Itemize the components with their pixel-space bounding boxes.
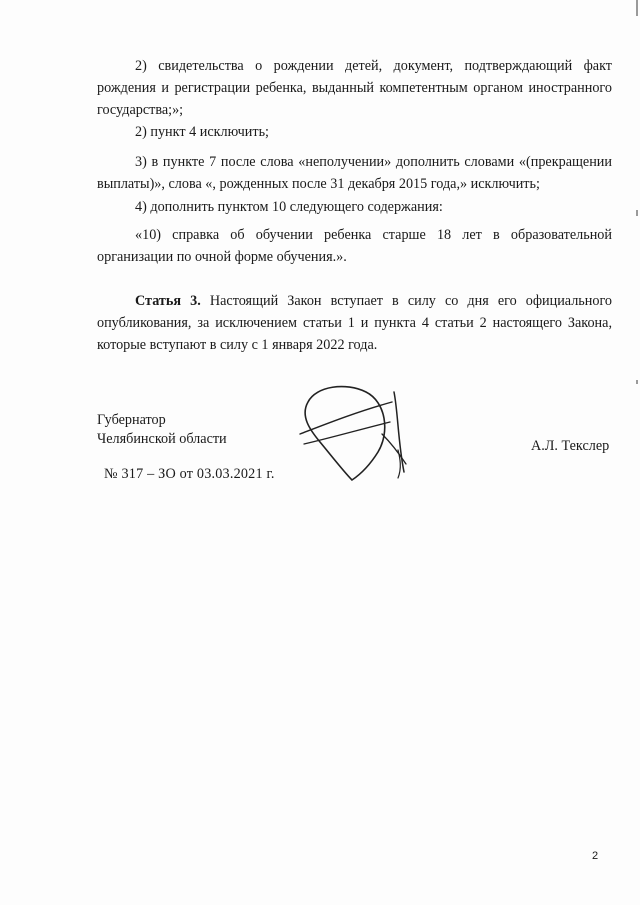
paragraph-item-10: «10) справка об обучении ребенка старше 18 лет в образовательной организации по очной форме обучения.». [97, 227, 612, 265]
signatory-title-line2: Челябинской области [97, 431, 227, 447]
paragraph-item-2-certificates: 2) свидетельства о рождении детей, документ, подтверждающий факт рождения и регистрации ребенка, выданный компетентным органом иностранного государства;»; [97, 58, 612, 118]
paragraph-item-4: 4) дополнить пунктом 10 следующего содержания: [135, 199, 443, 215]
article-text: Настоящий Закон вступает в силу со дня его официального опубликования, за исключением статьи 1 и пункта 4 статьи 2 настоящего Закона, которые вступают в силу с 1 января 2022 года. [97, 293, 613, 353]
signatory-title-line1: Губернатор [97, 412, 166, 428]
handwritten-signature [286, 372, 416, 488]
paragraph-item-2-exclude: 2) пункт 4 исключить; [135, 124, 269, 140]
paragraph-item-3: 3) в пункте 7 после слова «неполучении» дополнить словами «(прекращении выплаты)», слова «, рожденных после 31 декабря 2015 года,» исключить; [97, 154, 612, 192]
page-number: 2 [592, 850, 599, 862]
law-number: № 317 – ЗО от 03.03.2021 г. [104, 466, 275, 482]
article-3-paragraph [97, 290, 612, 356]
signatory-name: А.Л. Текслер [531, 438, 610, 454]
article-label: Статья 3. [135, 293, 201, 309]
scan-edge-artifact [634, 0, 640, 905]
